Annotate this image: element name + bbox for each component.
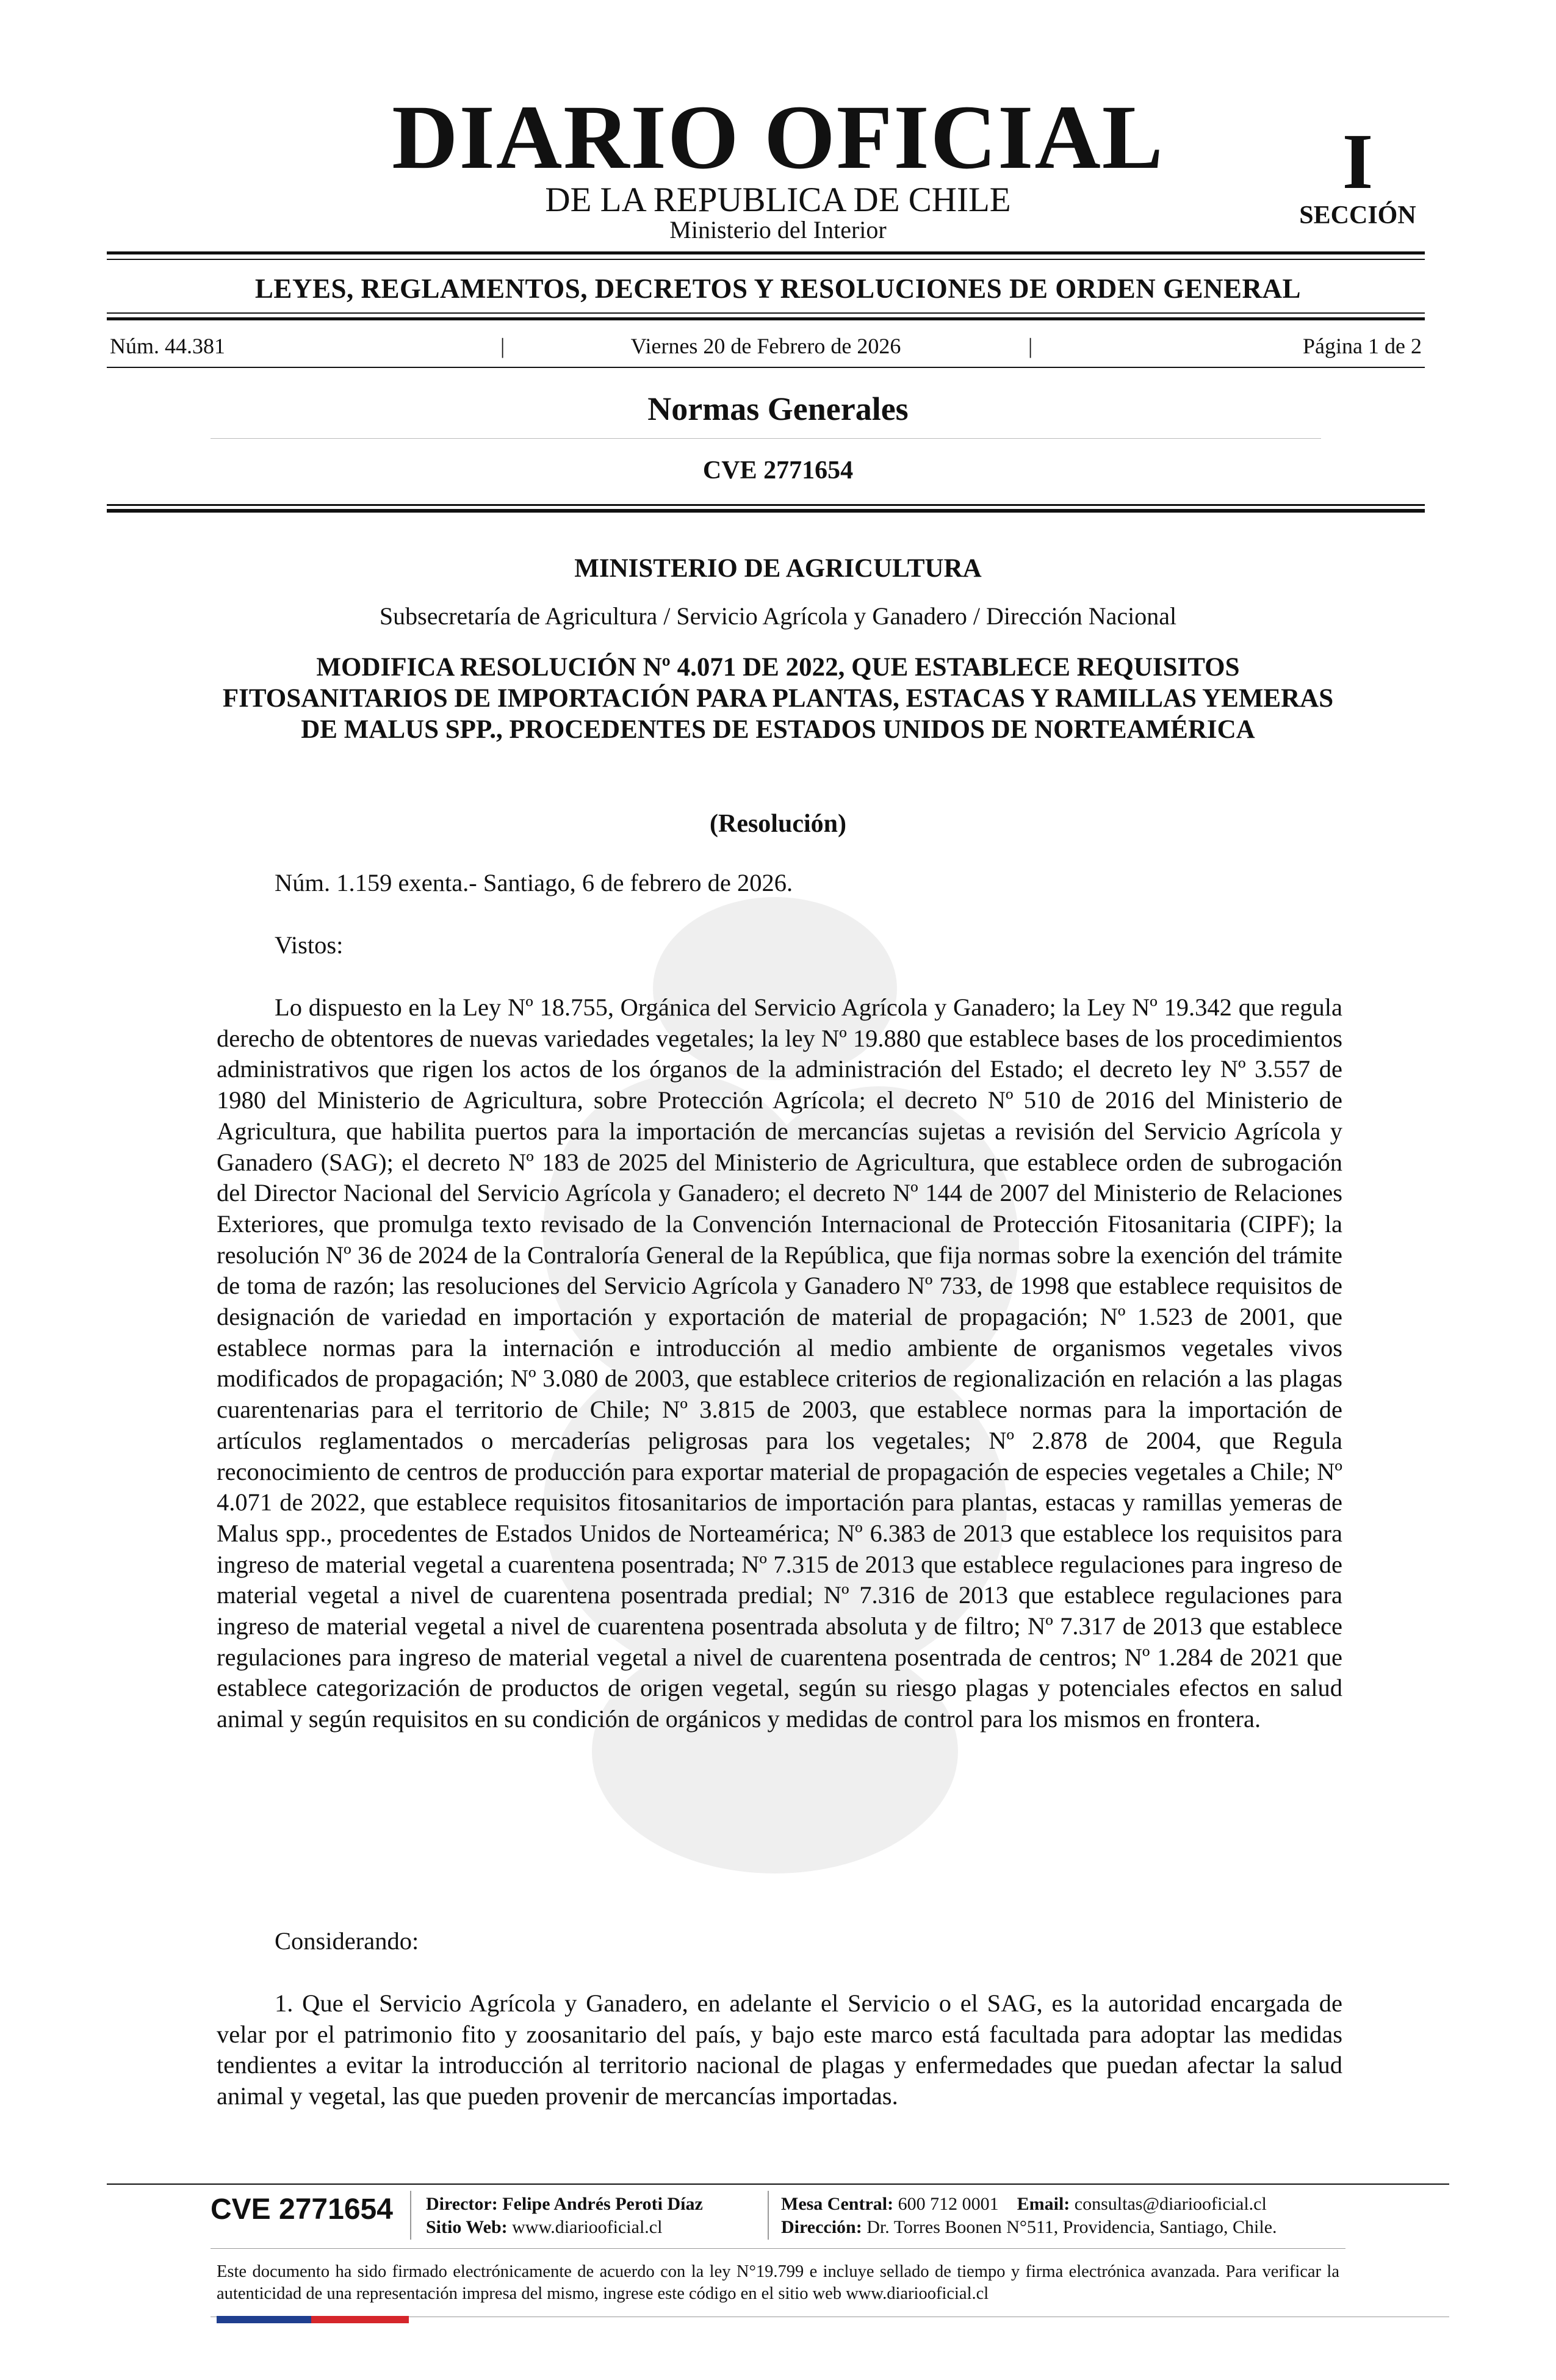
rule-issue-bottom <box>107 367 1425 368</box>
rule-section <box>211 438 1321 439</box>
rule-band-bottom-1 <box>107 312 1425 314</box>
footer-divider-2 <box>768 2191 769 2240</box>
section-title: Normas Generales <box>647 391 909 427</box>
footer-email-link[interactable]: consultas@diariooficial.cl <box>1074 2194 1267 2214</box>
footer-address-value: Dr. Torres Boonen N°511, Providencia, Santiago, Chile. <box>866 2217 1277 2237</box>
section-cve: CVE 2771654 <box>702 456 854 485</box>
vistos-paragraph: Lo dispuesto en la Ley Nº 18.755, Orgánica del Servicio Agrícola y Ganadero; la Ley Nº 19.342 que regula derecho de obtentores de nuevas variedades vegetales; la ley Nº 19.880 que establece bases de los procedimientos administrativos que rigen los actos de los órganos de la administración del Estado; el decreto ley Nº 3.557 de 1980 del Ministerio de Agricultura, sobre Protección Agrícola; el decreto Nº 510 de 2016 del Ministerio de Agricultura, que habilita puertos para la importación de mercancías sujetas a revisión del Servicio Agrícola y Ganadero (SAG); el decreto Nº 183 de 2025 del Ministerio de Agricultura, que establece orden de subrogación del Director Nacional del Servicio Agrícola y Ganadero; el decreto Nº 144 de 2007 del Ministerio de Relaciones Exteriores, que promulga texto revisado de la Convención Internacional de Protección Fitosanitaria (CIPF); la resolución Nº 36 de 2024 de la Contraloría General de la República, que fija normas sobre la exención del trámite de toma de razón; las resoluciones del Servicio Agrícola y Ganadero Nº 733, de 1998 que establece requisitos de designación de variedad en importación y exportación de material de propagación; Nº 1.523 de 2001, que establece normas para la internación e introducción al medio ambiente de organismos vegetales vivos modificados de propagación; Nº 3.080 de 2003, que establece criterios de regionalización en relación a las plagas cuarentenarias para el territorio de Chile; Nº 3.815 de 2003, que establece normas para la importación de artículos reglamentados o mercaderías peligrosas para los vegetales; Nº 2.878 de 2004, que Regula reconocimiento de centros de producción para exportar material de propagación de especies vegetales a Chile; Nº 4.071 de 2022, que establece requisitos fitosanitarios de importación para plantas, estacas y ramillas yemeras de Malus spp., procedentes de Estados Unidos de Norteamérica; Nº 6.383 de 2013 que establece los requisitos para ingreso de material vegetal a cuarentena posentrada; Nº 7.315 de 2013 que establece regulaciones para ingreso de material vegetal a nivel de cuarentena posentrada predial; Nº 7.316 de 2013 que establece regulaciones para ingreso de material vegetal a nivel de cuarentena posentrada absoluta y de filtro; Nº 7.317 de 2013 que establece regulaciones para ingreso de material vegetal a nivel de cuarentena posentrada de centros; Nº 1.284 de 2021 que establece categorización de productos de origen vegetal, según su riesgo plagas y potenciales efectos en salud animal y según requisitos en su condición de orgánicos y medidas de control para los mismos en frontera. <box>217 993 1342 1733</box>
footer-director <box>426 2193 703 2215</box>
issue-number: Núm. 44.381 <box>110 334 225 358</box>
footer-address <box>781 2216 1277 2238</box>
document-type: (Resolución) <box>710 810 846 838</box>
issue-page: Página 1 de 2 <box>1303 334 1422 358</box>
rule-top-thick <box>107 251 1425 254</box>
rule-cve-1 <box>107 504 1425 506</box>
footer-email-label: Email: <box>1017 2194 1070 2214</box>
footer-contact <box>781 2193 1267 2215</box>
footer-cve: CVE 2771654 <box>211 2193 393 2226</box>
masthead-subtitle: DE LA REPUBLICA DE CHILE <box>545 181 1011 219</box>
document-number-line: Núm. 1.159 exenta.- Santiago, 6 de febrero de 2026. <box>275 869 793 896</box>
footer-address-label: Dirección: <box>781 2217 862 2237</box>
section-number: I <box>1342 118 1374 206</box>
section-label: SECCIÓN <box>1299 201 1416 229</box>
rule-band-bottom-2 <box>107 317 1425 320</box>
rule-footer-mid <box>211 2248 1345 2249</box>
issue-separator-left: | <box>500 334 505 358</box>
footer-web-label: Sitio Web: <box>426 2217 508 2237</box>
rule-top-thin <box>107 259 1425 260</box>
masthead-title: DIARIO OFICIAL <box>392 87 1164 188</box>
footer-website <box>426 2216 662 2238</box>
document-headline: MODIFICA RESOLUCIÓN Nº 4.071 DE 2022, QUE ESTABLECE REQUISITOS FITOSANITARIOS DE IMPORTACIÓN PARA PLANTAS, ESTACAS Y RAMILLAS YEMERAS DE MALUS SPP., PROCEDENTES DE ESTADOS UNIDOS DE NORTEAMÉRICA <box>222 653 1334 744</box>
footer-web-link[interactable]: www.diariooficial.cl <box>512 2217 663 2237</box>
flag-stripe-blue <box>217 2316 311 2323</box>
document-subsecretaria: Subsecretaría de Agricultura / Servicio Agrícola y Ganadero / Dirección Nacional <box>379 602 1177 630</box>
footer-mesa-label: Mesa Central: <box>781 2194 894 2214</box>
footer-director-name: Felipe Andrés Peroti Díaz <box>502 2194 703 2214</box>
considerando-paragraph-1: 1. Que el Servicio Agrícola y Ganadero, en adelante el Servicio o el SAG, es la autoridad encargada de velar por el patrimonio fito y zoosanitario del país, y bajo este marco está facultada para adoptar las medidas tendientes a evitar la introducción al territorio nacional de plagas y enfermedades que puedan afectar la salud animal y vegetal, las que pueden provenir de mercancías importadas. <box>217 1989 1342 2110</box>
footer-mesa-value: 600 712 0001 <box>898 2194 999 2214</box>
considerando-label: Considerando: <box>275 1927 419 1955</box>
issue-separator-right: | <box>1028 334 1033 358</box>
rule-cve-2 <box>107 509 1425 513</box>
footer-divider-1 <box>410 2191 411 2240</box>
vistos-label: Vistos: <box>275 931 344 959</box>
flag-stripe-red <box>311 2316 409 2323</box>
issue-date: Viernes 20 de Febrero de 2026 <box>630 334 901 358</box>
masthead-ministry: Ministerio del Interior <box>669 216 887 243</box>
rule-footer-top <box>107 2183 1449 2185</box>
footer-director-label: Director: <box>426 2194 498 2214</box>
footer-legal-notice: Este documento ha sido firmado electrónicamente de acuerdo con la ley N°19.799 e incluye sellado de tiempo y firma electrónica avanzada. Para verificar la autenticidad de una representación impresa del mismo, ingrese este código en el sitio web www.diariooficial.cl <box>217 2262 1339 2303</box>
document-ministry: MINISTERIO DE AGRICULTURA <box>574 554 982 583</box>
band-title: LEYES, REGLAMENTOS, DECRETOS Y RESOLUCIONES DE ORDEN GENERAL <box>254 273 1302 304</box>
